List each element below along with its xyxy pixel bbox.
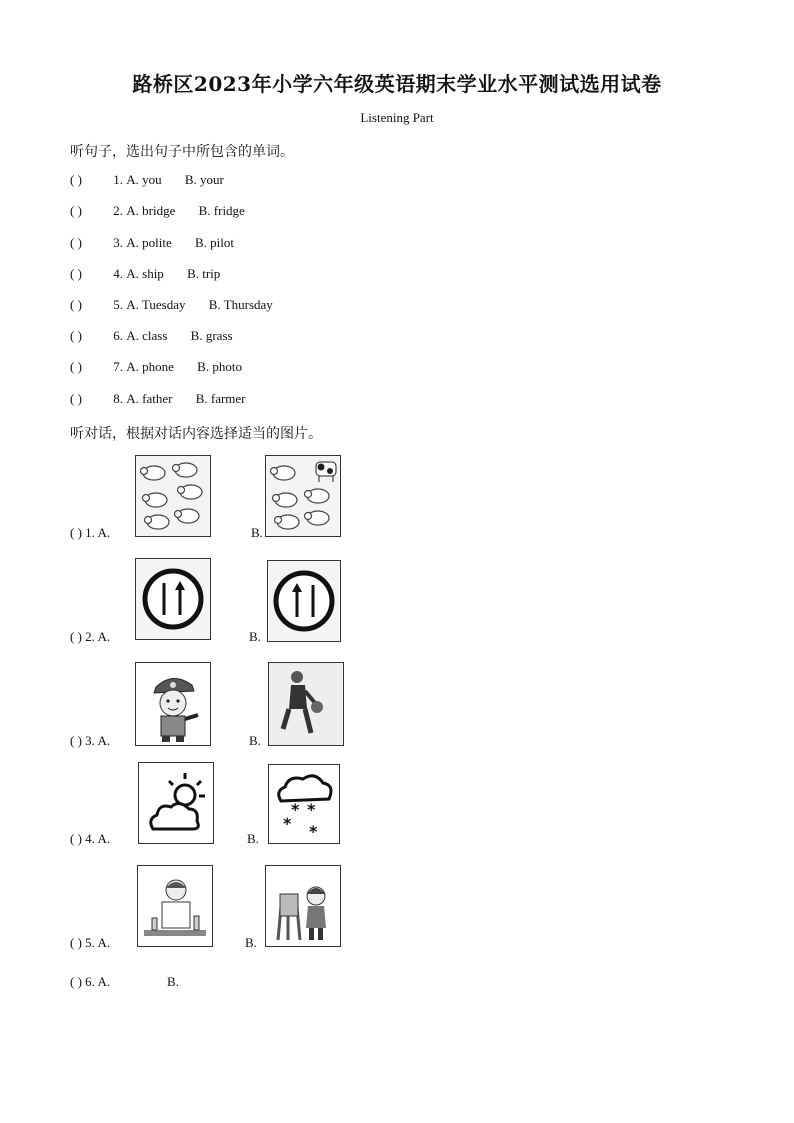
option-a: A. father xyxy=(126,391,173,406)
page-title: 路桥区2023年小学六年级英语期末学业水平测试选用试卷 xyxy=(132,72,662,96)
scientist-icon[interactable] xyxy=(137,865,213,947)
traffic-sign-arrow-left-icon[interactable] xyxy=(267,560,341,642)
svg-text:*: * xyxy=(309,822,318,841)
question-number: 5. xyxy=(113,297,123,312)
question-label: ( ) 1. A. xyxy=(70,525,111,540)
question-label: ( ) 3. A. xyxy=(70,733,111,748)
question-number: 7. xyxy=(113,359,123,374)
question-label: ( ) 5. A. xyxy=(70,935,111,950)
answer-blank[interactable]: ( ) xyxy=(70,235,82,250)
snowy-icon[interactable] xyxy=(268,764,340,844)
option-a: A. class xyxy=(126,328,168,343)
option-b: B. Thursday xyxy=(208,297,273,312)
list-item xyxy=(70,203,245,219)
question-label: ( ) 4. A. xyxy=(70,831,111,846)
svg-text:*: * xyxy=(283,814,292,833)
basketball-player-icon[interactable] xyxy=(268,662,344,746)
traffic-sign-arrow-right-icon[interactable] xyxy=(135,558,211,640)
option-a: A. you xyxy=(126,172,162,187)
answer-blank[interactable]: ( ) xyxy=(70,203,82,218)
answer-blank[interactable]: ( ) xyxy=(70,266,82,281)
question-number: 1. xyxy=(113,172,123,187)
list-item xyxy=(70,391,246,407)
option-b-label: B. xyxy=(249,629,261,644)
answer-blank[interactable]: ( ) xyxy=(70,359,82,374)
option-b-label: B. xyxy=(245,935,257,950)
answer-blank[interactable]: ( ) xyxy=(70,328,82,343)
option-a: A. phone xyxy=(126,359,174,374)
section-subtitle: Listening Part xyxy=(360,110,434,125)
answer-blank[interactable]: ( ) xyxy=(70,391,82,406)
option-b: B. trip xyxy=(187,266,221,281)
question-number: 4. xyxy=(113,266,123,281)
option-b: B. grass xyxy=(190,328,233,343)
sheep-flock-icon[interactable] xyxy=(135,455,211,537)
answer-blank[interactable]: ( ) xyxy=(70,297,82,312)
section1-instruction: 听句子，选出句子中所包含的单词。 xyxy=(70,144,294,160)
list-item xyxy=(70,328,233,344)
police-officer-icon[interactable] xyxy=(135,662,211,746)
option-b-label: B. xyxy=(249,733,261,748)
painter-girl-icon[interactable] xyxy=(265,865,341,947)
option-b: B. your xyxy=(184,172,224,187)
list-item xyxy=(70,172,224,188)
list-item xyxy=(70,266,220,282)
option-b-label: B. xyxy=(167,974,179,989)
option-b: B. farmer xyxy=(195,391,246,406)
sheep-and-cow-icon[interactable] xyxy=(265,455,341,537)
section2-instruction: 听对话，根据对话内容选择适当的图片。 xyxy=(70,426,322,442)
question-label: ( ) 2. A. xyxy=(70,629,111,644)
question-number: 3. xyxy=(113,235,123,250)
svg-text:*: * xyxy=(291,800,300,819)
option-a: A. polite xyxy=(126,235,172,250)
list-item xyxy=(70,297,273,313)
sunny-cloudy-icon[interactable] xyxy=(138,762,214,844)
option-a: A. Tuesday xyxy=(126,297,186,312)
question-number: 6. xyxy=(113,328,123,343)
answer-blank[interactable]: ( ) xyxy=(70,172,82,187)
option-b: B. pilot xyxy=(195,235,235,250)
option-b-label: B. xyxy=(251,525,263,540)
question-number: 8. xyxy=(113,391,123,406)
list-item xyxy=(70,359,242,375)
option-b: B. fridge xyxy=(198,203,245,218)
question-label: ( ) 6. A. xyxy=(70,974,111,989)
list-item xyxy=(70,235,234,251)
option-a: A. ship xyxy=(126,266,164,281)
option-a: A. bridge xyxy=(126,203,176,218)
question-number: 2. xyxy=(113,203,123,218)
option-b: B. photo xyxy=(197,359,242,374)
option-b-label: B. xyxy=(247,831,259,846)
svg-text:*: * xyxy=(307,800,316,819)
